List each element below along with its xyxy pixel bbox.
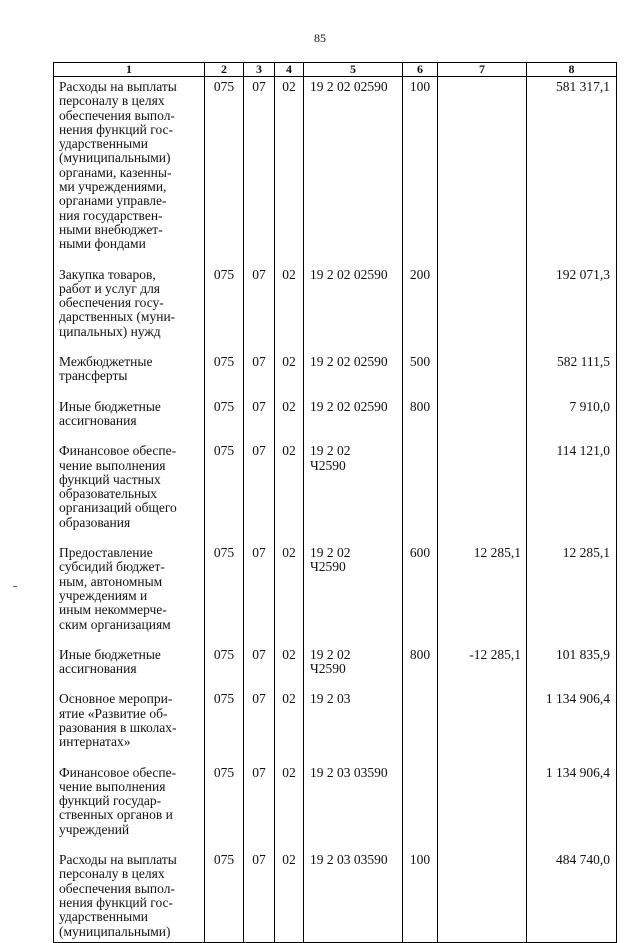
ministry-code-cell: 075 xyxy=(205,545,244,647)
expense-name-line: ния государствен- xyxy=(59,207,163,223)
target-article-cell xyxy=(304,691,403,764)
target-article-line: Ч2590 xyxy=(310,559,346,575)
expense-name-line: учреждениям и xyxy=(59,587,148,603)
ministry-code-cell: 075 xyxy=(205,443,244,545)
change-amount-cell xyxy=(438,852,527,942)
expense-name-line: работ и услуг для xyxy=(59,280,161,296)
section-code-cell: 07 xyxy=(244,399,275,444)
subsection-code-cell: 02 xyxy=(275,267,304,354)
section-code-cell: 07 xyxy=(244,647,275,692)
total-amount-cell: 7 910,0 xyxy=(527,399,617,444)
expense-name-cell xyxy=(54,765,205,852)
table-row xyxy=(54,691,617,764)
expense-name-line: (муниципальными) xyxy=(59,923,171,939)
expense-name-line: ными внебюджет- xyxy=(59,221,163,237)
total-amount-cell: 581 317,1 xyxy=(527,77,617,267)
expense-name-cell xyxy=(54,852,205,942)
expense-name-line: Расходы на выплаты xyxy=(59,79,177,94)
expense-name-line: ным, автономным xyxy=(59,573,163,589)
expense-name-line: функций частных xyxy=(59,471,161,487)
ministry-code-cell: 075 xyxy=(205,399,244,444)
expense-name-line: Финансовое обеспе- xyxy=(59,443,177,459)
section-code-cell: 07 xyxy=(244,765,275,852)
target-article-cell xyxy=(304,852,403,942)
ministry-code-cell: 075 xyxy=(205,765,244,852)
expense-type-cell: 200 xyxy=(403,267,438,354)
expense-name-line: персоналу в целях xyxy=(59,866,165,882)
expense-name-line: образования xyxy=(59,514,131,530)
expense-name-line: ми учреждениями, xyxy=(59,179,167,195)
expense-name-line: ными фондами xyxy=(59,236,146,252)
ministry-code-cell: 075 xyxy=(205,267,244,354)
total-amount-cell: 582 111,5 xyxy=(527,354,617,399)
target-article-line: 19 2 02 xyxy=(310,443,351,459)
header-col-4: 4 xyxy=(275,63,304,77)
table-row xyxy=(54,354,617,399)
expense-name-line: ударственными xyxy=(59,909,148,925)
change-amount-cell xyxy=(438,691,527,764)
page-number: 85 xyxy=(314,31,326,45)
total-amount-cell: 114 121,0 xyxy=(527,443,617,545)
expense-name-line: ственных органов и xyxy=(59,807,173,823)
expense-type-cell: 100 xyxy=(403,77,438,267)
expense-name-line: Закупка товаров, xyxy=(59,266,156,282)
expense-name-line: ассигнования xyxy=(59,661,137,677)
expense-name-line: Иные бюджетные xyxy=(59,398,161,414)
change-amount-cell: -12 285,1 xyxy=(438,647,527,692)
expense-name-line: нения функций гос- xyxy=(59,894,174,910)
change-amount-cell xyxy=(438,77,527,267)
total-amount-cell: 484 740,0 xyxy=(527,852,617,942)
budget-table xyxy=(53,62,617,943)
expense-name-cell xyxy=(54,691,205,764)
expense-name-line: организаций общего xyxy=(59,500,177,516)
expense-name-line: Межбюджетные xyxy=(59,354,153,370)
expense-name-line: органами управле- xyxy=(59,193,167,209)
change-amount-cell xyxy=(438,354,527,399)
total-amount-cell: 1 134 906,4 xyxy=(527,765,617,852)
expense-name-line: Иные бюджетные xyxy=(59,646,161,662)
expense-type-cell xyxy=(403,691,438,764)
expense-name-line: обеспечения выпол- xyxy=(59,107,175,123)
target-article-line: 19 2 02 02590 xyxy=(310,354,388,370)
target-article-line: 19 2 02 02590 xyxy=(310,398,388,414)
target-article-cell xyxy=(304,267,403,354)
change-amount-cell: 12 285,1 xyxy=(438,545,527,647)
section-code-cell: 07 xyxy=(244,852,275,942)
expense-name-cell xyxy=(54,354,205,399)
table-row xyxy=(54,443,617,545)
change-amount-cell xyxy=(438,765,527,852)
expense-name-cell xyxy=(54,545,205,647)
ministry-code-cell: 075 xyxy=(205,77,244,267)
target-article-cell xyxy=(304,647,403,692)
expense-type-cell: 500 xyxy=(403,354,438,399)
expense-name-line: обеспечения выпол- xyxy=(59,880,175,896)
target-article-cell xyxy=(304,354,403,399)
expense-name-line: ятие «Развитие об- xyxy=(59,705,168,721)
header-col-1: 1 xyxy=(54,63,205,77)
expense-name-line: субсидий бюджет- xyxy=(59,559,165,575)
target-article-line: 19 2 03 03590 xyxy=(310,852,388,868)
subsection-code-cell: 02 xyxy=(275,765,304,852)
change-amount-cell xyxy=(438,267,527,354)
expense-type-cell xyxy=(403,443,438,545)
expense-type-cell: 800 xyxy=(403,647,438,692)
expense-name-line: Финансовое обеспе- xyxy=(59,764,177,780)
subsection-code-cell: 02 xyxy=(275,443,304,545)
ministry-code-cell: 075 xyxy=(205,647,244,692)
target-article-cell xyxy=(304,765,403,852)
table-row xyxy=(54,77,617,267)
header-col-3: 3 xyxy=(244,63,275,77)
subsection-code-cell: 02 xyxy=(275,354,304,399)
section-code-cell: 07 xyxy=(244,443,275,545)
ministry-code-cell: 075 xyxy=(205,354,244,399)
header-col-2: 2 xyxy=(205,63,244,77)
target-article-line: 19 2 02 xyxy=(310,545,351,561)
margin-mark xyxy=(13,586,17,587)
expense-name-line: Основное меропри- xyxy=(59,691,173,707)
subsection-code-cell: 02 xyxy=(275,647,304,692)
expense-name-cell xyxy=(54,399,205,444)
target-article-cell xyxy=(304,399,403,444)
total-amount-cell: 101 835,9 xyxy=(527,647,617,692)
subsection-code-cell: 02 xyxy=(275,545,304,647)
expense-name-line: Предоставление xyxy=(59,545,153,561)
subsection-code-cell: 02 xyxy=(275,691,304,764)
table-body xyxy=(54,77,617,943)
ministry-code-cell: 075 xyxy=(205,691,244,764)
table-row xyxy=(54,765,617,852)
section-code-cell: 07 xyxy=(244,77,275,267)
expense-name-line: разования в школах- xyxy=(59,719,177,735)
target-article-cell xyxy=(304,545,403,647)
expense-name-line: органами, казенны- xyxy=(59,164,172,180)
expense-name-cell xyxy=(54,77,205,267)
section-code-cell: 07 xyxy=(244,545,275,647)
table-row xyxy=(54,852,617,942)
expense-name-line: ударственными xyxy=(59,136,148,152)
expense-name-line: нения функций гос- xyxy=(59,121,174,137)
expense-name-line: обеспечения госу- xyxy=(59,295,164,311)
expense-name-line: функций государ- xyxy=(59,793,162,809)
header-col-8: 8 xyxy=(527,63,617,77)
target-article-line: 19 2 02 xyxy=(310,646,351,662)
expense-name-line: иным некоммерче- xyxy=(59,602,167,618)
target-article-line: Ч2590 xyxy=(310,457,346,473)
expense-name-line: чение выполнения xyxy=(59,778,166,794)
section-code-cell: 07 xyxy=(244,267,275,354)
table-row xyxy=(54,267,617,354)
total-amount-cell: 192 071,3 xyxy=(527,267,617,354)
table-row xyxy=(54,545,617,647)
change-amount-cell xyxy=(438,443,527,545)
header-col-5: 5 xyxy=(304,63,403,77)
total-amount-cell: 12 285,1 xyxy=(527,545,617,647)
expense-name-line: интернатах» xyxy=(59,734,131,750)
expense-name-line: трансферты xyxy=(59,368,128,384)
subsection-code-cell: 02 xyxy=(275,852,304,942)
target-article-line: 19 2 03 xyxy=(310,691,351,707)
expense-type-cell: 800 xyxy=(403,399,438,444)
expense-name-line: учреждений xyxy=(59,821,130,837)
subsection-code-cell: 02 xyxy=(275,399,304,444)
expense-name-cell xyxy=(54,443,205,545)
expense-type-cell: 600 xyxy=(403,545,438,647)
expense-name-line: образовательных xyxy=(59,486,158,502)
section-code-cell: 07 xyxy=(244,691,275,764)
header-col-7: 7 xyxy=(438,63,527,77)
expense-name-line: ским организациям xyxy=(59,616,171,632)
expense-name-cell xyxy=(54,267,205,354)
expense-name-line: (муниципальными) xyxy=(59,150,171,166)
section-code-cell: 07 xyxy=(244,354,275,399)
expense-type-cell: 100 xyxy=(403,852,438,942)
table-row xyxy=(54,647,617,692)
expense-name-line: чение выполнения xyxy=(59,457,166,473)
target-article-line: 19 2 02 02590 xyxy=(310,266,388,282)
target-article-line: Ч2590 xyxy=(310,661,346,677)
change-amount-cell xyxy=(438,399,527,444)
expense-name-line: ципальных) нужд xyxy=(59,323,161,339)
table-header-row xyxy=(54,63,617,77)
target-article-line: 19 2 03 03590 xyxy=(310,764,388,780)
table-row xyxy=(54,399,617,444)
subsection-code-cell: 02 xyxy=(275,77,304,267)
expense-name-line: персоналу в целях xyxy=(59,93,165,109)
ministry-code-cell: 075 xyxy=(205,852,244,942)
target-article-line: 19 2 02 02590 xyxy=(310,79,388,94)
expense-name-cell xyxy=(54,647,205,692)
total-amount-cell: 1 134 906,4 xyxy=(527,691,617,764)
expense-name-line: ассигнования xyxy=(59,412,137,428)
target-article-cell xyxy=(304,77,403,267)
expense-name-line: Расходы на выплаты xyxy=(59,852,177,868)
header-col-6: 6 xyxy=(403,63,438,77)
expense-type-cell xyxy=(403,765,438,852)
expense-name-line: дарственных (муни- xyxy=(59,309,176,325)
target-article-cell xyxy=(304,443,403,545)
